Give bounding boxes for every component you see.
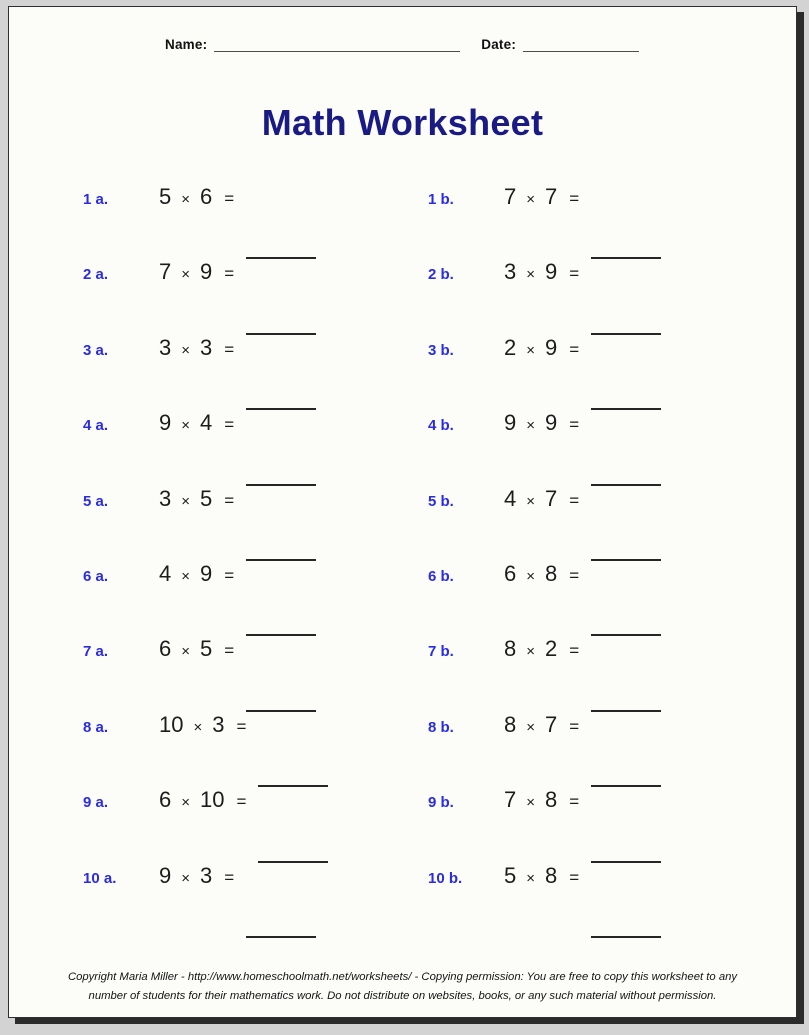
operand-2: 8 — [545, 787, 558, 813]
answer-blank[interactable] — [246, 460, 316, 486]
page-title: Math Worksheet — [261, 102, 544, 143]
problem-label: 4 a. — [83, 417, 109, 435]
multiply-sign: × — [526, 492, 536, 510]
multiply-sign: × — [181, 191, 191, 208]
problem-cell-b — [428, 184, 773, 259]
equals-sign: = — [569, 264, 580, 284]
operand-1: 3 — [159, 485, 172, 511]
multiply-sign: × — [181, 266, 191, 284]
operand-2: 8 — [545, 862, 558, 888]
answer-blank[interactable] — [591, 535, 661, 561]
answer-blank[interactable] — [246, 686, 316, 712]
answer-blank[interactable] — [591, 761, 661, 787]
problem-row — [83, 486, 773, 561]
equals-sign: = — [236, 792, 247, 812]
equals-sign: = — [224, 189, 235, 208]
operand-1: 4 — [159, 560, 172, 586]
problem-label: 3 a. — [83, 341, 109, 359]
answer-blank[interactable] — [591, 837, 661, 863]
problem-label: 9 b. — [428, 794, 454, 812]
equals-sign: = — [569, 867, 580, 887]
answer-blank[interactable] — [258, 761, 328, 787]
answer-blank[interactable] — [591, 309, 661, 335]
operand-2: 5 — [200, 485, 213, 511]
multiply-sign: × — [181, 643, 191, 661]
problem-label: 6 b. — [428, 567, 454, 585]
answer-blank[interactable] — [246, 610, 316, 636]
problem-cell-a — [83, 410, 428, 485]
multiply-sign: × — [181, 417, 191, 435]
equals-sign: = — [569, 641, 580, 661]
problem-cell-a — [83, 259, 428, 334]
operand-1: 8 — [504, 636, 517, 662]
problem-label: 6 a. — [83, 567, 109, 585]
operand-2: 9 — [200, 560, 213, 586]
equals-sign: = — [224, 339, 235, 359]
equals-sign: = — [569, 490, 580, 510]
problem-label: 2 b. — [428, 266, 454, 284]
problem-cell-b — [428, 561, 773, 636]
problem-row — [83, 863, 773, 938]
problem-label: 10 a. — [83, 869, 117, 887]
multiply-sign: × — [181, 567, 191, 585]
problem-cell-a — [83, 863, 428, 938]
problem-label: 4 b. — [428, 417, 454, 435]
problem-row — [83, 184, 773, 259]
operand-2: 8 — [545, 560, 558, 586]
operand-1: 5 — [504, 862, 517, 888]
date-input-line[interactable] — [523, 38, 639, 52]
operand-2: 9 — [545, 410, 558, 436]
copyright-line-1: Copyright Maria Miller - http://www.homeschoolmath.net/worksheets/ - Copying permission: You are free to copy this worksheet to any — [67, 971, 738, 984]
problem-label: 5 a. — [83, 492, 109, 510]
multiply-sign: × — [526, 567, 536, 585]
multiply-sign: × — [526, 341, 536, 359]
operand-1: 3 — [504, 259, 517, 285]
problem-cell-a — [83, 335, 428, 410]
answer-blank[interactable] — [591, 460, 661, 486]
operand-2: 7 — [545, 711, 558, 737]
multiply-sign: × — [526, 643, 536, 661]
problem-cell-b — [428, 335, 773, 410]
worksheet-page — [8, 6, 797, 1018]
problem-cell-a — [83, 636, 428, 711]
operand-1: 9 — [504, 410, 517, 436]
multiply-sign: × — [526, 417, 536, 435]
multiply-sign: × — [526, 794, 536, 812]
operand-2: 7 — [545, 184, 558, 209]
answer-blank[interactable] — [246, 384, 316, 410]
answer-blank[interactable] — [246, 233, 316, 259]
problem-label: 9 a. — [83, 794, 109, 812]
problem-cell-b — [428, 486, 773, 561]
operand-2: 3 — [200, 862, 213, 888]
operand-1: 9 — [159, 862, 172, 888]
multiply-sign: × — [181, 492, 191, 510]
problem-row — [83, 335, 773, 410]
equals-sign: = — [569, 565, 580, 585]
problem-cell-b — [428, 712, 773, 787]
operand-2: 9 — [545, 259, 558, 285]
answer-blank[interactable] — [258, 837, 328, 863]
operand-2: 9 — [200, 259, 213, 285]
operand-1: 9 — [159, 410, 172, 436]
problem-label: 8 b. — [428, 718, 454, 736]
problem-cell-b — [428, 787, 773, 862]
problem-label: 7 a. — [83, 643, 109, 661]
multiply-sign: × — [526, 191, 536, 208]
name-input-line[interactable] — [214, 38, 460, 52]
answer-blank[interactable] — [591, 384, 661, 410]
equals-sign: = — [236, 716, 247, 736]
problem-label: 8 a. — [83, 718, 109, 736]
operand-2: 3 — [212, 711, 225, 737]
date-label: Date: — [481, 37, 517, 52]
multiply-sign: × — [181, 341, 191, 359]
problem-cell-a — [83, 561, 428, 636]
operand-1: 2 — [504, 334, 517, 360]
problem-label: 1 b. — [428, 191, 454, 208]
answer-blank[interactable] — [591, 686, 661, 712]
equals-sign: = — [224, 490, 235, 510]
problem-cell-a — [83, 712, 428, 787]
problem-row — [83, 787, 773, 862]
copyright-footer — [9, 968, 796, 1006]
operand-2: 4 — [200, 410, 213, 436]
equals-sign: = — [224, 565, 235, 585]
operand-1: 6 — [159, 787, 172, 813]
problem-label: 2 a. — [83, 266, 109, 284]
problem-cell-b — [428, 259, 773, 334]
answer-blank[interactable] — [246, 535, 316, 561]
operand-2: 10 — [200, 787, 225, 813]
answer-blank[interactable] — [246, 309, 316, 335]
problems-grid — [83, 184, 773, 938]
problem-cell-b — [428, 863, 773, 938]
worksheet-header — [165, 35, 639, 52]
problem-row — [83, 712, 773, 787]
name-label: Name: — [165, 37, 208, 52]
answer-blank[interactable] — [591, 233, 661, 259]
operand-2: 3 — [200, 334, 213, 360]
operand-2: 9 — [545, 334, 558, 360]
operand-1: 6 — [159, 636, 172, 662]
operand-1: 5 — [159, 184, 172, 209]
operand-2: 5 — [200, 636, 213, 662]
operand-1: 7 — [504, 184, 517, 209]
multiply-sign: × — [526, 869, 536, 887]
problem-cell-a — [83, 486, 428, 561]
multiply-sign: × — [181, 869, 191, 887]
problem-cell-a — [83, 184, 428, 259]
answer-blank[interactable] — [246, 912, 316, 938]
problem-row — [83, 410, 773, 485]
multiply-sign: × — [526, 266, 536, 284]
operand-2: 6 — [200, 184, 213, 209]
multiply-sign: × — [193, 718, 203, 736]
copyright-line-2: number of students for their mathematics work. Do not distribute on websites, books, or any such material without permission. — [88, 990, 717, 1003]
problem-row — [83, 636, 773, 711]
operand-1: 3 — [159, 334, 172, 360]
operand-2: 7 — [545, 485, 558, 511]
equals-sign: = — [569, 792, 580, 812]
problem-cell-a — [83, 787, 428, 862]
equals-sign: = — [569, 189, 580, 208]
equals-sign: = — [224, 415, 235, 435]
operand-1: 4 — [504, 485, 517, 511]
problem-cell-b — [428, 636, 773, 711]
problem-cell-b — [428, 410, 773, 485]
problem-label: 1 a. — [83, 191, 109, 208]
answer-blank[interactable] — [591, 610, 661, 636]
operand-1: 10 — [159, 711, 184, 737]
problem-row — [83, 259, 773, 334]
answer-blank[interactable] — [591, 912, 661, 938]
multiply-sign: × — [526, 718, 536, 736]
equals-sign: = — [569, 339, 580, 359]
problem-label: 5 b. — [428, 492, 454, 510]
equals-sign: = — [224, 641, 235, 661]
equals-sign: = — [224, 867, 235, 887]
operand-2: 2 — [545, 636, 558, 662]
problem-label: 3 b. — [428, 341, 454, 359]
equals-sign: = — [569, 415, 580, 435]
operand-1: 7 — [159, 259, 172, 285]
equals-sign: = — [224, 264, 235, 284]
equals-sign: = — [569, 716, 580, 736]
problem-row — [83, 561, 773, 636]
operand-1: 8 — [504, 711, 517, 737]
problem-label: 10 b. — [428, 869, 463, 887]
operand-1: 6 — [504, 560, 517, 586]
operand-1: 7 — [504, 787, 517, 813]
multiply-sign: × — [181, 794, 191, 812]
problem-label: 7 b. — [428, 643, 454, 661]
